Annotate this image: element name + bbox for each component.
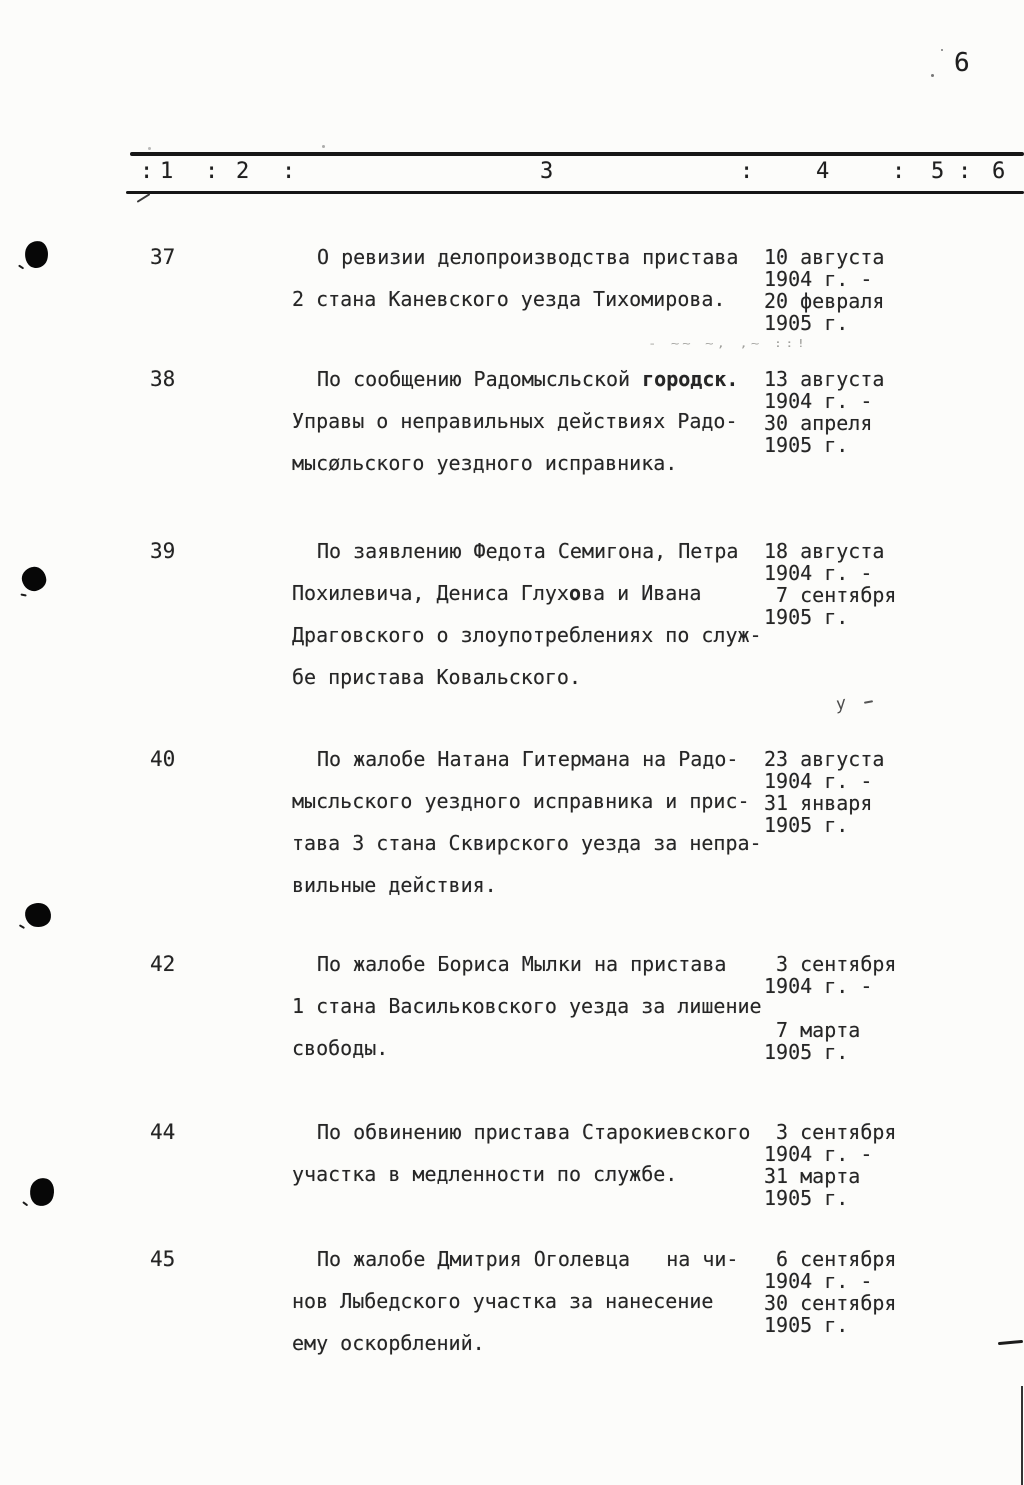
entry-description (292, 358, 770, 484)
entry-dates (764, 748, 934, 836)
header-col-2: 2 (236, 159, 250, 184)
description-segment: Похилевича, Дениса Глух (292, 581, 569, 605)
description-line (292, 614, 770, 656)
entry-description (292, 530, 770, 698)
date-line: 1905 г. (764, 433, 849, 457)
description-line (292, 1111, 770, 1153)
description-line (292, 1153, 770, 1195)
handwritten-mark: у (834, 693, 849, 715)
entry-number: 38 (150, 367, 176, 391)
description-line (292, 780, 770, 822)
scan-speck (322, 145, 325, 148)
date-line: 1905 г. (764, 311, 849, 335)
date-line: 20 февраля (764, 289, 885, 313)
date-line: 3 сентября (764, 1120, 897, 1144)
description-line (292, 572, 770, 614)
header-separator: : (892, 159, 906, 184)
date-line: 1904 г. - (764, 1269, 873, 1293)
description-line (292, 864, 770, 906)
description-segment: участка в медленности по службе. (292, 1162, 678, 1186)
date-line: 6 сентября (764, 1247, 897, 1271)
header-separator: : (958, 159, 972, 184)
entry-number: 40 (150, 747, 176, 771)
entry-description (292, 943, 770, 1069)
date-line: 1904 г. - (764, 974, 873, 998)
date-line: 1905 г. (764, 813, 849, 837)
entry-description (292, 1111, 770, 1195)
description-line (292, 943, 770, 985)
entry-dates (764, 953, 934, 1063)
description-segment: бе пристава Ковальского. (292, 665, 581, 689)
description-line (292, 656, 770, 698)
entry-number: 44 (150, 1120, 176, 1144)
header-col-5: 5 (931, 159, 945, 184)
ink-blot (24, 902, 52, 928)
date-line-spacer (764, 997, 934, 1019)
date-line: 1904 г. - (764, 561, 873, 585)
description-segment: По заявлению Федота Семигона, Петра (317, 539, 739, 563)
header-separator: : (140, 159, 154, 184)
entry-description (292, 738, 770, 906)
description-segment: Драговского о злоупотреблениях по служ- (292, 623, 762, 647)
entry-dates (764, 368, 934, 456)
date-line: 31 января (764, 791, 873, 815)
date-line: 23 августа (764, 747, 885, 771)
date-line: 30 апреля (764, 411, 873, 435)
date-line: 1905 г. (764, 1186, 849, 1210)
header-col-4: 4 (816, 159, 830, 184)
entry-number: 39 (150, 539, 176, 563)
date-line: 30 сентября (764, 1291, 897, 1315)
entry-dates (764, 246, 934, 334)
description-segment: Управы о неправильных действиях Радо- (292, 409, 738, 433)
description-line (292, 1238, 770, 1280)
description-line (292, 236, 770, 278)
header-separator: : (282, 159, 296, 184)
handwritten-dash (864, 700, 873, 704)
description-line (292, 1322, 770, 1364)
description-segment: По сообщению Радомысльской (317, 367, 643, 391)
description-segment: нов Лыбедского участка за нанесение (292, 1289, 714, 1313)
description-line (292, 822, 770, 864)
ink-blot (23, 240, 50, 270)
description-line (292, 738, 770, 780)
date-line: 1905 г. (764, 605, 849, 629)
description-line (292, 1280, 770, 1322)
date-line: 3 сентября (764, 952, 897, 976)
entry-number: 37 (150, 245, 176, 269)
description-segment: тава 3 стана Сквирского уезда за непра- (292, 831, 762, 855)
description-segment: 1 стана Васильковского уезда за лишение (292, 994, 762, 1018)
description-segment: По жалобе Дмитрия Оголевца на чи- (317, 1247, 739, 1271)
description-line (292, 278, 770, 320)
description-segment: По жалобе Бориса Мылки на пристава (317, 952, 727, 976)
header-col-6: 6 (992, 159, 1006, 184)
date-line: 18 августа (764, 539, 885, 563)
date-line: 13 августа (764, 367, 885, 391)
entry-number: 42 (150, 952, 176, 976)
scan-speck (931, 74, 934, 77)
date-line: 31 марта (764, 1164, 861, 1188)
date-line: 1904 г. - (764, 769, 873, 793)
header-rule-top (130, 152, 1024, 156)
description-line (292, 442, 770, 484)
entry-dates (764, 1121, 934, 1209)
description-segment: ва и Ивана (581, 581, 702, 605)
date-line: 1904 г. - (764, 389, 873, 413)
entry-number: 45 (150, 1247, 176, 1271)
description-line (292, 358, 770, 400)
page-number: 6 (954, 48, 970, 78)
description-segment: 2 стана Каневского уезда Тихомирова. (292, 287, 726, 311)
date-line: 1905 г. (764, 1313, 849, 1337)
date-line: 1904 г. - (764, 267, 873, 291)
description-segment: По обвинению пристава Старокиевского (317, 1120, 751, 1144)
description-line (292, 530, 770, 572)
pen-dash-mark (998, 1340, 1023, 1345)
faded-smudge-text: - ~~ ~, ,~ ::! (648, 338, 809, 350)
ink-blot (27, 1176, 56, 1208)
entry-description (292, 1238, 770, 1364)
description-segment: По жалобе Натана Гитермана на Радо- (317, 747, 739, 771)
scan-speck (941, 49, 943, 51)
description-segment: О ревизии делопроизводства пристава (317, 245, 739, 269)
description-segment: ему оскорблений. (292, 1331, 485, 1355)
header-rule-bottom (126, 191, 1024, 194)
description-line (292, 400, 770, 442)
header-separator: : (740, 159, 754, 184)
description-segment: мысøльского уездного исправника. (292, 451, 678, 475)
entry-dates (764, 1248, 934, 1336)
description-segment-bold: городск. (642, 367, 739, 391)
date-line: 7 сентября (764, 583, 897, 607)
date-line: 7 марта (764, 1018, 861, 1042)
description-segment: свободы. (292, 1036, 389, 1060)
description-segment: мысльского уездного исправника и прис- (292, 789, 750, 813)
entry-dates (764, 540, 934, 628)
header-col-3: 3 (540, 159, 554, 184)
ink-blot (19, 564, 48, 593)
date-line: 1904 г. - (764, 1142, 873, 1166)
header-separator: : (205, 159, 219, 184)
description-segment: вильные действия. (292, 873, 497, 897)
description-line (292, 1027, 770, 1069)
date-line: 10 августа (764, 245, 885, 269)
date-line: 1905 г. (764, 1040, 849, 1064)
header-col-1: 1 (160, 159, 174, 184)
description-segment-bold: о (568, 581, 581, 605)
pen-tick-mark (137, 193, 151, 203)
entry-description (292, 236, 770, 320)
description-line (292, 985, 770, 1027)
scan-speck (148, 147, 151, 150)
scan-edge-line (1021, 1386, 1023, 1485)
